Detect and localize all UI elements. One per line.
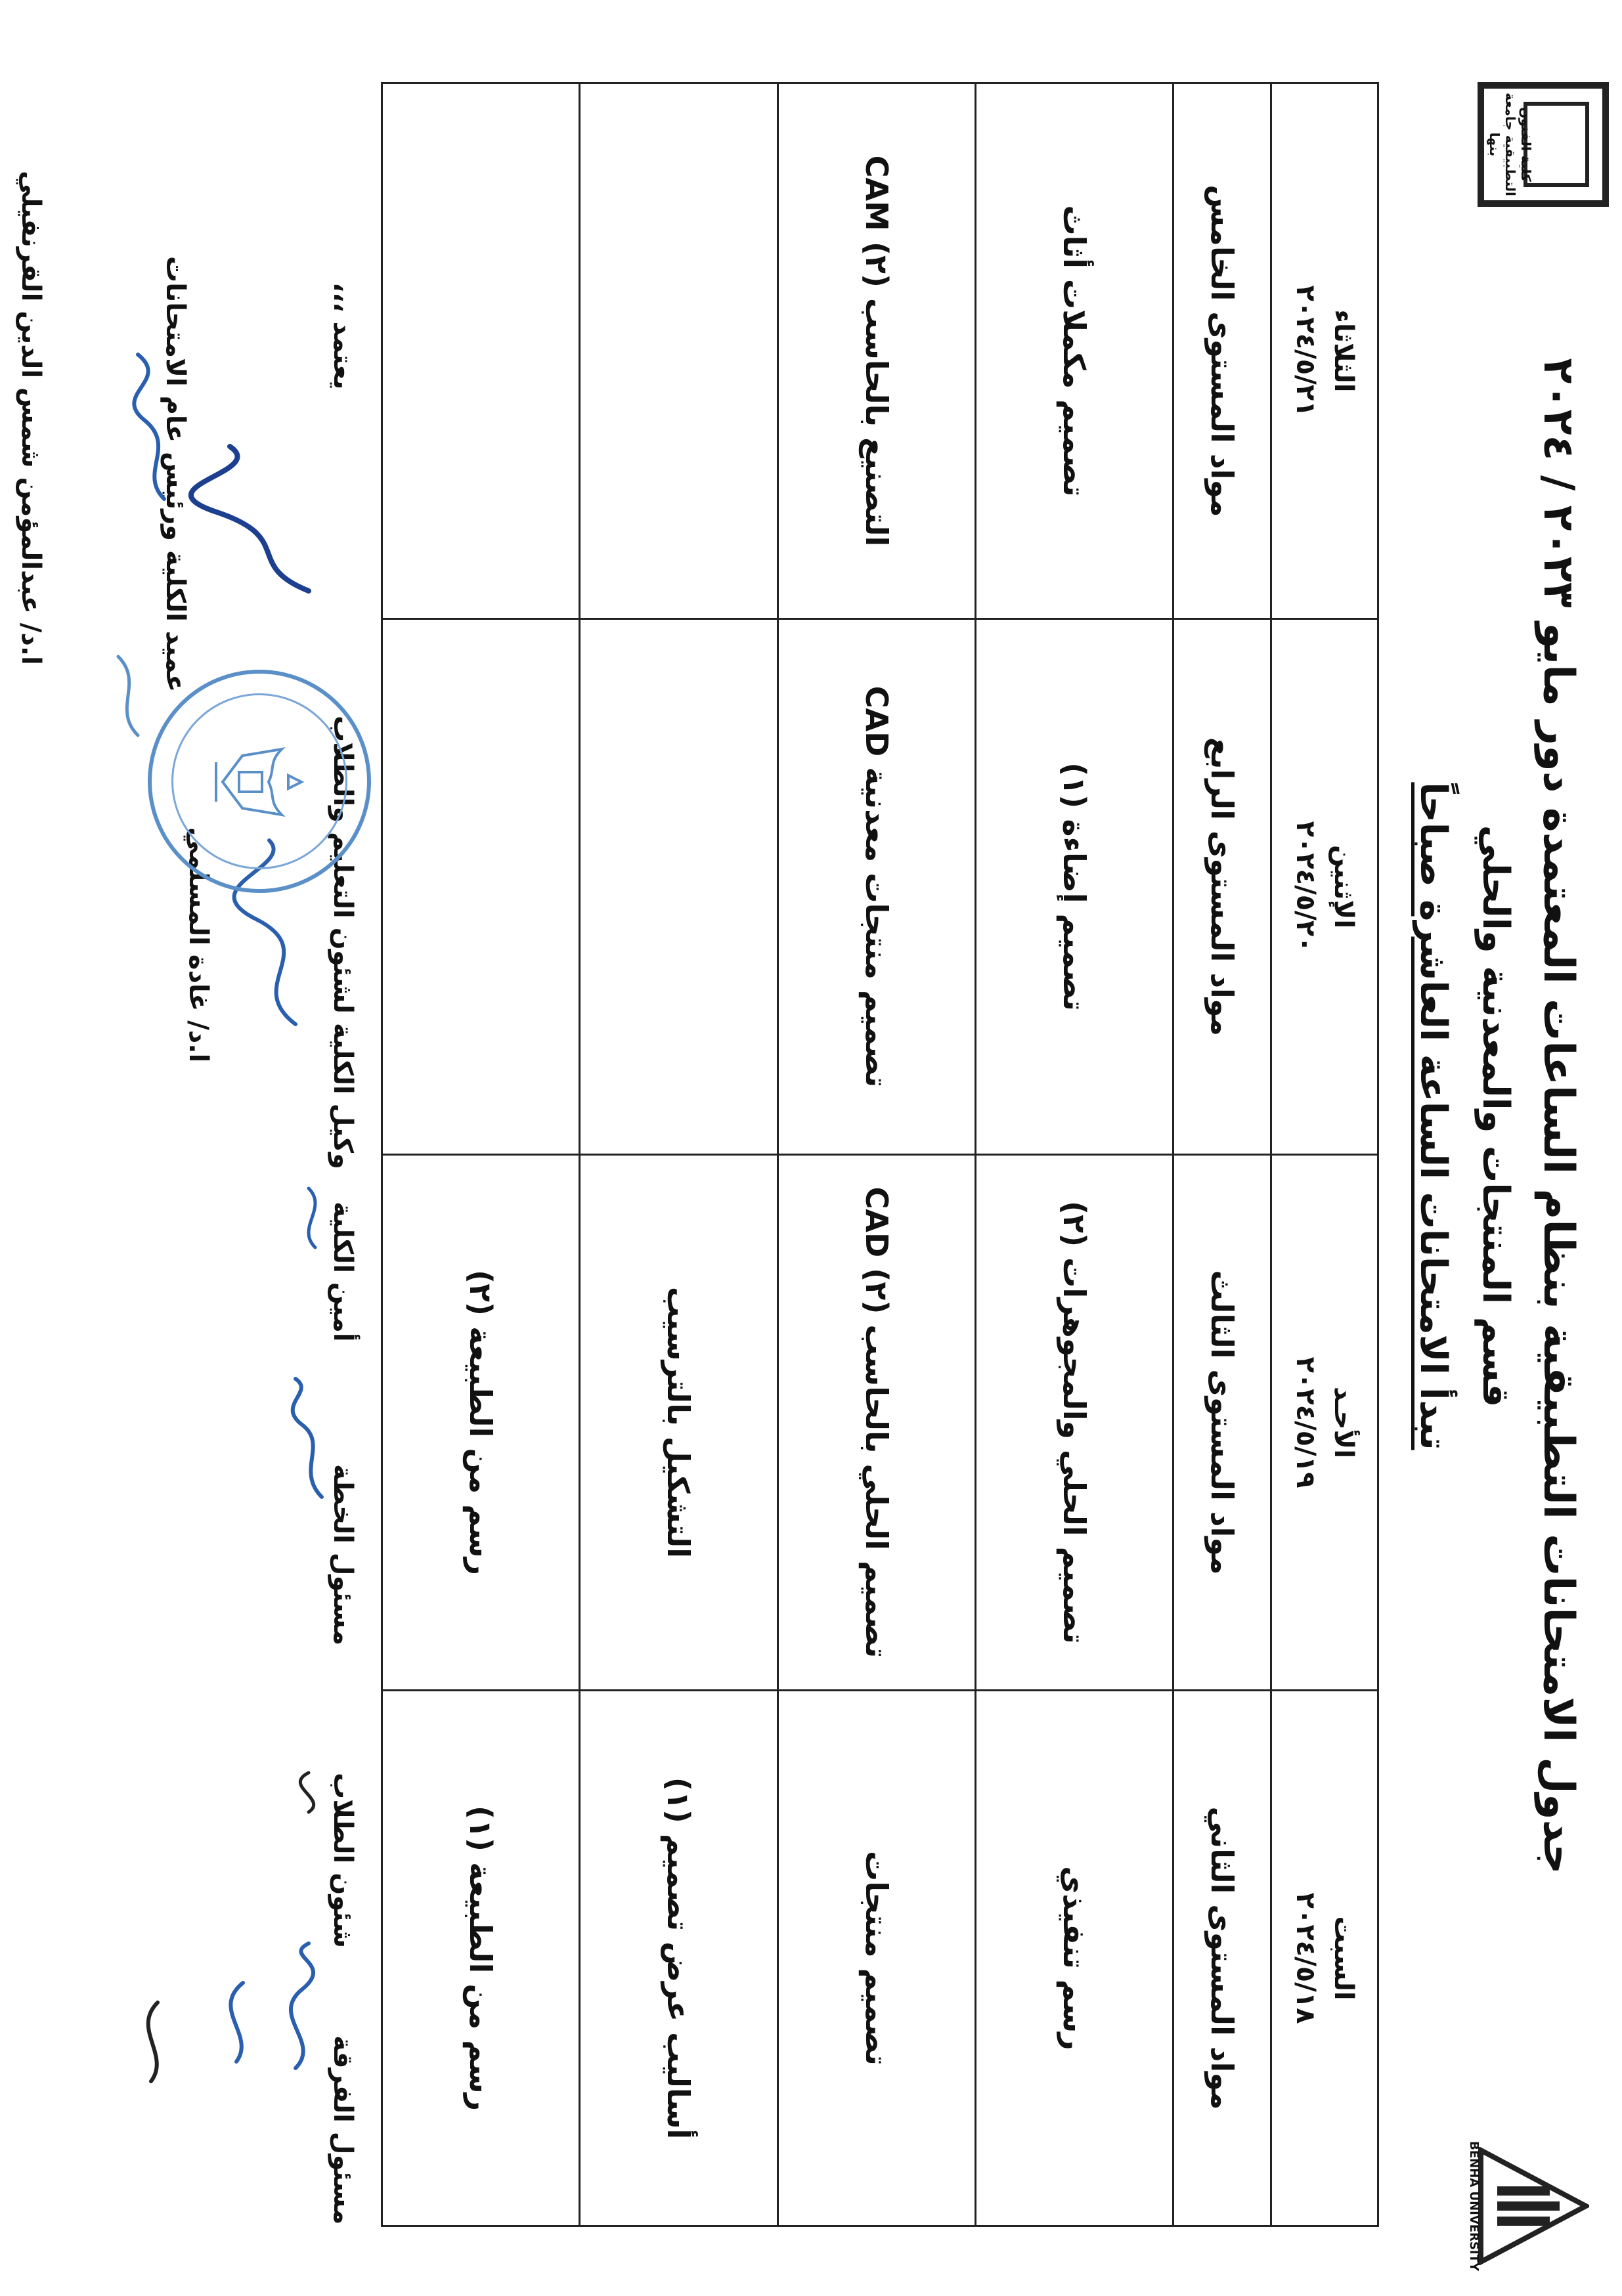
faculty-logo bbox=[1478, 82, 1609, 207]
subject-cell: تصميم إضاءة (١) bbox=[975, 619, 1173, 1155]
subject-cell: التشكيل بالترسيب bbox=[580, 1155, 778, 1691]
subject-cell: تصميم الحلي بالحاسب (٢) CAD bbox=[778, 1155, 975, 1691]
dean-name: ا.د/ عبدالمؤمن شمس الدين القرنفيلي bbox=[16, 171, 46, 665]
subject-row bbox=[382, 83, 580, 2226]
dean-title: عميد الكلية ورئيس عام الامتحانات bbox=[160, 256, 190, 693]
day-cell: السبت ٢٠٢٤/٥/١٨ bbox=[1271, 1691, 1378, 2226]
signature-stroke bbox=[118, 657, 138, 735]
level-cell: مواد المستوى الرابع bbox=[1173, 619, 1271, 1155]
subject-row bbox=[778, 83, 975, 2226]
exam-start-time: تبدأ الامتحانات الساعة العاشرة صباحاً bbox=[1412, 782, 1455, 1450]
college-secretary-label: أمين الكلية bbox=[328, 1202, 358, 1342]
signature-stroke bbox=[291, 1943, 313, 2068]
subject-cell bbox=[382, 83, 580, 619]
exam-schedule-table bbox=[381, 82, 1379, 2227]
faculty-logo-caption: كلية الفنون التطبيقية جامعة بنها bbox=[1487, 93, 1534, 196]
level-cell: مواد المستوى الثالث bbox=[1173, 1155, 1271, 1691]
day-cell: الإثنين ٢٠٢٤/٥/٢٠ bbox=[1271, 619, 1378, 1155]
signature-stroke bbox=[134, 355, 164, 499]
university-logo-caption: BENHA UNIVERSITY bbox=[1467, 2141, 1481, 2271]
signature-stroke bbox=[148, 2003, 158, 2081]
signature-stroke bbox=[300, 1773, 313, 1812]
signature-stroke bbox=[191, 446, 309, 591]
vice-dean-label: وكيل الكلية لشئون التعليم والطلاب bbox=[328, 716, 358, 1169]
day-date-row bbox=[1271, 83, 1378, 2226]
subject-cell: رسم تنفيذي bbox=[975, 1691, 1173, 2226]
level-cell: مواد المستوى الخامس bbox=[1173, 83, 1271, 619]
level-row bbox=[1173, 83, 1271, 2226]
subject-cell: تصميم منتجات bbox=[778, 1691, 975, 2226]
approval-label: يعتمد ،،، bbox=[328, 282, 358, 390]
signature-stroke bbox=[230, 1983, 243, 2062]
day-cell: الثلاثاء ٢٠٢٤/٥/٢١ bbox=[1271, 83, 1378, 619]
student-affairs-label: شئون الطلاب bbox=[328, 1773, 358, 1949]
subject-row bbox=[975, 83, 1173, 2226]
subject-cell: أساليب عرض تصميم (١) bbox=[580, 1691, 778, 2226]
day-cell: الأحـد ٢٠٢٤/٥/١٩ bbox=[1271, 1155, 1378, 1691]
signature-stroke bbox=[293, 1379, 322, 1497]
subject-cell: رسم من الطبيعة (٢) bbox=[382, 1155, 580, 1691]
subject-cell: تصميم الحلي والمجوهرات (٢) bbox=[975, 1155, 1173, 1691]
exam-schedule-title: جدول الامتحانات التطبيقية بنظام الساعات المعتمدة دور مايو ٢٠٢٣ / ٢٠٢٤ bbox=[1534, 358, 1583, 1874]
handwritten-signatures bbox=[0, 0, 335, 2296]
subject-cell: تصميم مكملات أثاث bbox=[975, 83, 1173, 619]
subject-cell: التصنيع بالحاسب (٢) CAM bbox=[778, 83, 975, 619]
subject-cell bbox=[580, 619, 778, 1155]
subject-cell bbox=[382, 619, 580, 1155]
plan-officer-label: مسئول الخطة bbox=[328, 1464, 358, 1646]
subject-cell: رسم من الطبيعة (١) bbox=[382, 1691, 580, 2226]
level-cell: مواد المستوى الثاني bbox=[1173, 1691, 1271, 2226]
subject-row bbox=[580, 83, 778, 2226]
vice-dean-name: ا.د/ غادة المسلمي bbox=[183, 827, 213, 1063]
subject-cell bbox=[580, 83, 778, 619]
university-logo-icon bbox=[1478, 2147, 1589, 2265]
class-officer-label: مسئول الفرقة bbox=[328, 2035, 358, 2225]
eagle-emblem-icon bbox=[209, 736, 308, 828]
signature-stroke bbox=[309, 1188, 315, 1247]
official-stamp bbox=[148, 670, 371, 893]
subject-cell: تصميم منتجات معدنية CAD bbox=[778, 619, 975, 1155]
department-title: قسم المنتجات والمعدنية والحلي bbox=[1474, 825, 1517, 1408]
